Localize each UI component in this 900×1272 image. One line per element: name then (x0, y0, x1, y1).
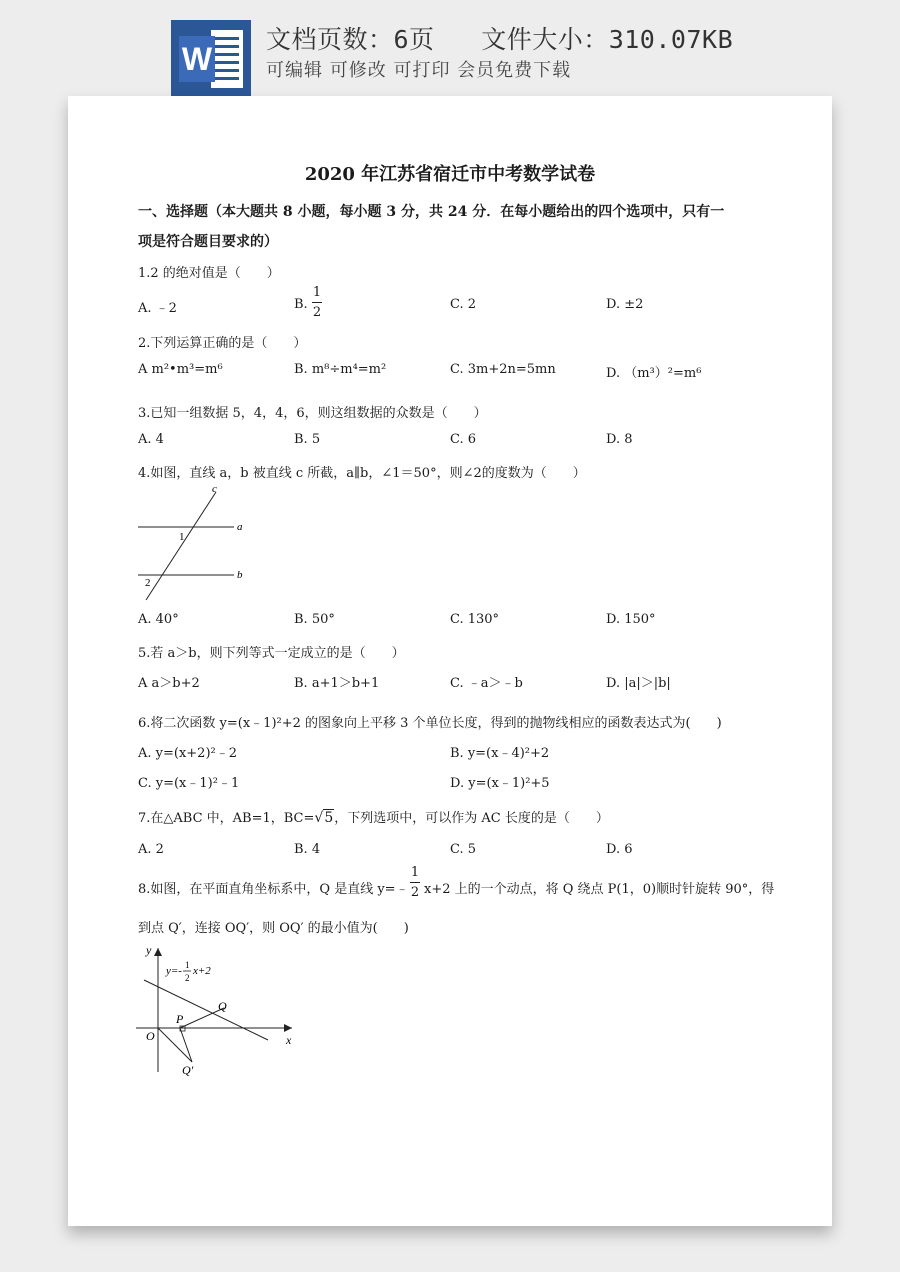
question-6-stem: 6.将二次函数 y=(x﹣1)²+2 的图象向上平移 3 个单位长度，得到的抛物线相应的函数表达式为( ) (138, 716, 722, 731)
page-title: 2020 年江苏省宿迁市中考数学试卷 (304, 164, 596, 185)
document-page (68, 96, 832, 1226)
q7-stem-start: 7.在△ABC 中，AB=1，BC= (138, 811, 315, 826)
q7-option-a: A. 2 (138, 842, 164, 857)
label-line-a: a (237, 521, 243, 533)
q7-option-c: C. 5 (450, 842, 477, 857)
label-line-b: b (237, 569, 243, 581)
axis-label-y: y (146, 944, 152, 957)
q3-option-b: B. 5 (294, 432, 321, 447)
q1-option-b-fraction (312, 286, 322, 319)
q7-option-d: D. 6 (606, 842, 633, 857)
section-heading-line1: 一、选择题（本大题共 8 小题，每小题 3 分，共 24 分．在每小题给出的四个选项中，只有一 (138, 204, 725, 220)
section-heading-line2: 项是符合题目要求的） (138, 234, 278, 250)
q4-option-d: D. 150° (606, 612, 656, 627)
question-3-stem: 3.已知一组数据 5，4，4，6，则这组数据的众数是（ ） (138, 406, 487, 421)
q5-option-c: C. ﹣a＞﹣b (450, 676, 523, 691)
question-8-line2: 到点 Q′，连接 OQ′，则 OQ′ 的最小值为( ) (138, 921, 409, 936)
q1-option-a: A. ﹣2 (138, 301, 177, 316)
fraction-denominator: 2 (410, 885, 420, 900)
file-info: 文档页数：6页 文件大小：310.07KB (266, 25, 734, 54)
q2-option-a: A m²•m³=m⁶ (138, 362, 223, 377)
coordinate-plane-figure (132, 944, 302, 1079)
download-header (0, 0, 900, 96)
sqrt-expression: √5 (314, 810, 334, 826)
point-q-prime-label: Q′ (182, 1063, 194, 1077)
q2-option-d: D. （m³）²=m⁶ (606, 366, 702, 381)
question-2-stem: 2.下列运算正确的是（ ） (138, 336, 307, 351)
parallel-lines-figure (134, 482, 254, 602)
question-4-stem: 4.如图，直线 a，b 被直线 c 所截，a∥b，∠1＝50°，则∠2的度数为（ ） (138, 466, 586, 481)
q5-option-b: B. a+1＞b+1 (294, 676, 380, 691)
q3-option-d: D. 8 (606, 432, 633, 447)
line-equation-denominator: 2 (185, 973, 190, 983)
question-7-stem (138, 807, 609, 826)
q5-option-a: A a＞b+2 (138, 676, 200, 691)
q5-option-d: D. |a|＞|b| (606, 676, 671, 691)
label-line-c: c (212, 483, 217, 495)
axis-label-x: x (286, 1033, 292, 1047)
q4-option-a: A. 40° (138, 612, 179, 627)
q2-option-b: B. m⁸÷m⁴=m² (294, 362, 387, 377)
question-8-stem-start: 8.如图，在平面直角坐标系中，Q 是直线 y=﹣ (138, 882, 409, 897)
q3-option-a: A. 4 (138, 432, 164, 447)
question-8-stem-end: x+2 上的一个动点，将 Q 绕点 P(1，0)顺时针旋转 90°，得 (424, 882, 775, 897)
question-5-stem: 5.若 a＞b，则下列等式一定成立的是（ ） (138, 646, 405, 661)
label-angle-2: 2 (145, 577, 151, 589)
q4-option-b: B. 50° (294, 612, 335, 627)
line-equation-start: y=- (166, 965, 182, 977)
origin-label: O (146, 1029, 155, 1043)
fraction-numerator: 1 (312, 285, 322, 300)
q6-option-c: C. y=(x﹣1)²﹣1 (138, 776, 240, 791)
q2-option-c: C. 3m+2n=5mn (450, 362, 556, 377)
fraction-denominator: 2 (312, 305, 322, 320)
word-document-icon (171, 20, 251, 96)
q6-option-a: A. y=(x+2)²﹣2 (138, 746, 238, 761)
radicand: 5 (324, 810, 334, 826)
question-1-stem: 1.2 的绝对值是（ ） (138, 266, 280, 281)
label-angle-1: 1 (179, 531, 185, 543)
word-logo-letter: W (181, 41, 213, 77)
line-equation-end: x+2 (193, 965, 211, 977)
q1-option-d: D. ±2 (606, 297, 644, 312)
q4-option-c: C. 130° (450, 612, 500, 627)
fraction-numerator: 1 (410, 865, 420, 880)
q3-option-c: C. 6 (450, 432, 477, 447)
q6-option-d: D. y=(x﹣1)²+5 (450, 776, 550, 791)
q1-option-c: C. 2 (450, 297, 477, 312)
q7-stem-end: ，下列选项中，可以作为 AC 长度的是（ ） (334, 811, 609, 826)
q1-option-b-prefix: B. (294, 297, 308, 312)
file-actions: 可编辑 可修改 可打印 会员免费下载 (266, 60, 572, 81)
q8-fraction (410, 866, 420, 899)
point-q-label: Q (218, 999, 227, 1013)
line-equation-numerator: 1 (185, 960, 190, 970)
q6-option-b: B. y=(x﹣4)²+2 (450, 746, 550, 761)
point-p-label: P (176, 1012, 184, 1026)
q7-option-b: B. 4 (294, 842, 321, 857)
